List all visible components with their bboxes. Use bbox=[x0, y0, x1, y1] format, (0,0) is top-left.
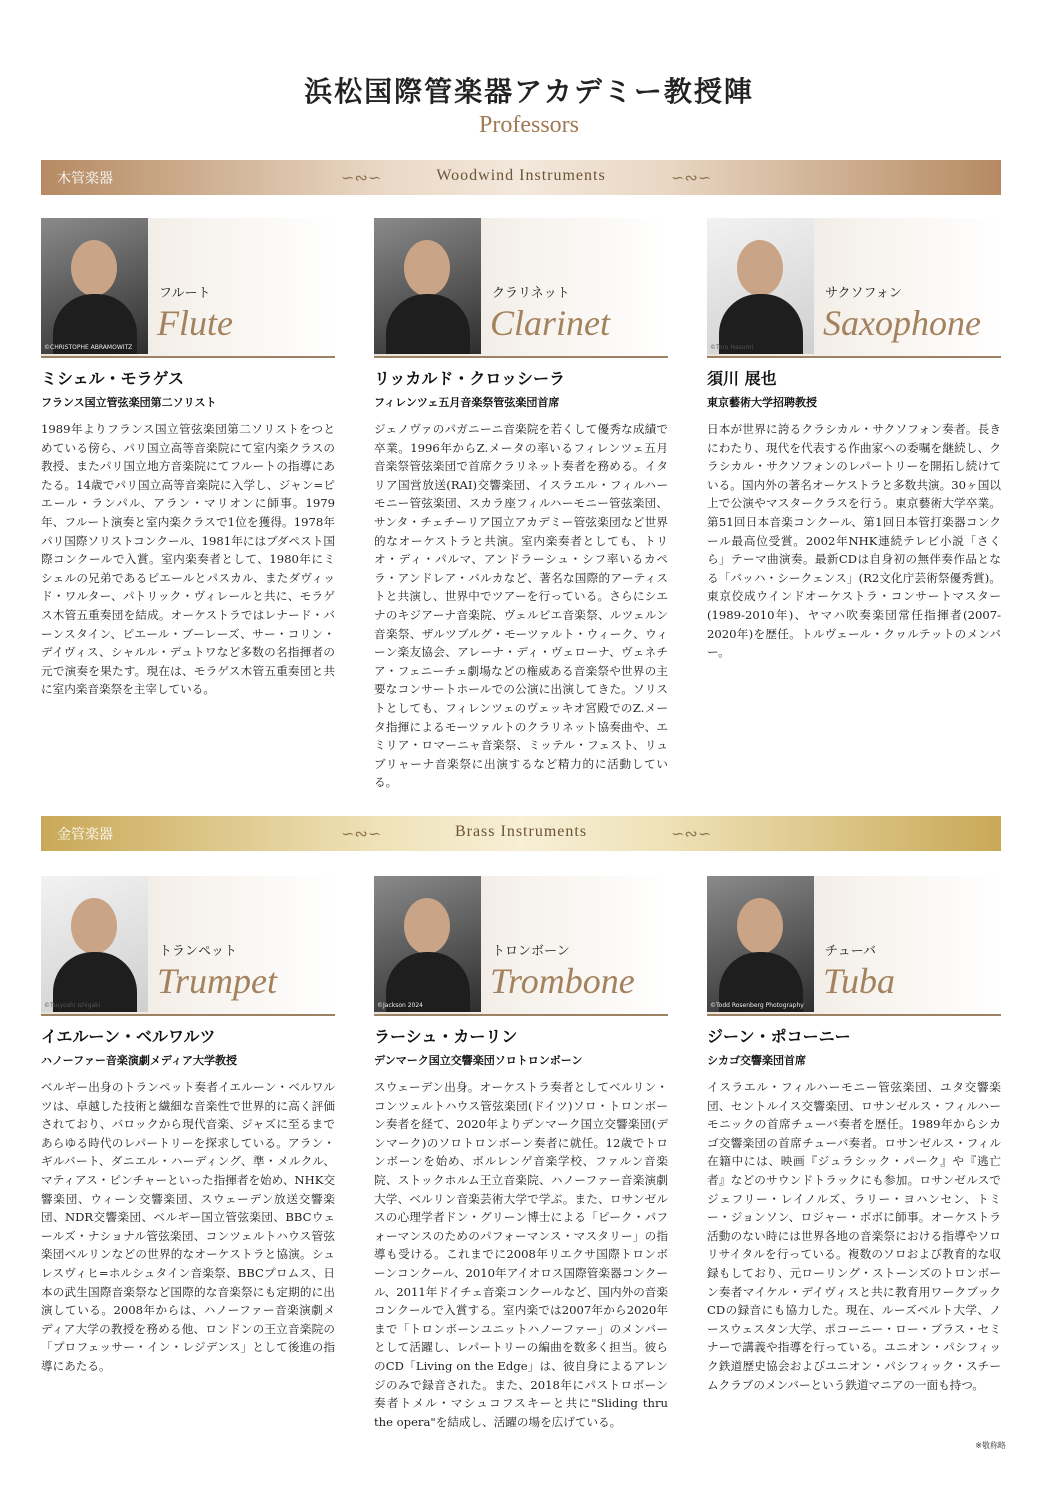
professor-card-clarinet bbox=[374, 218, 668, 790]
professor-role: シカゴ交響楽団首席 bbox=[707, 1054, 806, 1067]
professor-role: 東京藝術大学招聘教授 bbox=[707, 396, 817, 409]
photo-credit: ©Tsuyoshi Ishigaki bbox=[44, 1002, 101, 1009]
instrument-name-en: Trumpet bbox=[157, 961, 278, 1001]
page-subtitle: Professors bbox=[479, 112, 579, 138]
brass-label-jp: 金管楽器 bbox=[57, 827, 113, 843]
photo-credit: ©Todd Rosenberg Photography bbox=[710, 1002, 804, 1009]
portrait-photo bbox=[707, 876, 814, 1012]
professor-role: フィレンツェ五月音楽祭管弦楽団首席 bbox=[374, 396, 560, 409]
professor-role: ハノーファー音楽演劇メディア大学教授 bbox=[41, 1054, 238, 1067]
instrument-name-en: Trombone bbox=[490, 961, 635, 1001]
professor-bio: 日本が世界に誇るクラシカル・サクソフォン奏者。長きにわたり、現代を代表する作曲家への委嘱を継続し、クラシカル・サクソフォンのレパートリーを開拓し続けている。国内外の著名オーケストラと多数共演。30ヶ国以上で公演やマスタークラスを行う。東京藝術大学卒業。第51回日本音楽コンクール、第1回日本管打楽器コンクール最高位受賞。2002年NHK連続テレビ小説「さくら」テーマ曲演奏。最新CDは自身初の無伴奏作品となる「バッハ・シークェンス」(R2文化庁芸術祭優秀賞)。東京佼成ウインドオーケストラ・コンサートマスター(1989-2010年)、ヤマハ吹奏楽団常任指揮者(2007-2020年)を歴任。トルヴェール・クヮルテットのメンバー。 bbox=[707, 422, 1001, 660]
card-header bbox=[41, 218, 335, 358]
instrument-name-jp: チューバ bbox=[825, 944, 876, 959]
professor-card-saxophone bbox=[707, 218, 1001, 660]
professor-bio: スウェーデン出身。オーケストラ奏者としてベルリン・コンツェルトハウス管弦楽団(ドイツ)ソロ・トロンボーン奏者を経て、2020年よりデンマーク国立交響楽団(デンマーク)のソロトロンボーン奏者に就任。12歳でトロンボーンを始め、ボルレンゲ音楽学校、ファルン音楽院、ストックホルム王立音楽院、ハノーファー音楽演劇大学、ベルリン音楽芸術大学で学ぶ。また、ロサンゼルスの心理学者ドン・グリーン博士による「ピーク・パフォーマンスのためのパフォーマンス・マスタリー」の指導も受ける。これまでに2008年リエクサ国際トロンボーンコンクール、2010年アイオロス国際管楽器コンクール、2011年ドイチェ音楽コンクールなど、国内外の音楽コンクールで入賞する。室内楽では2007年から2020年まで「トロンボーンユニットハノーファー」のメンバーとして活躍し、レパートリーの編曲を数多く担当。彼らのCD「Living on the Edge」は、彼自身によるアレンジのみで録音された。また、2018年にパストロボーン奏者トメル・マシュコフスキーと共に"Sliding thru the opera"を結成し、活躍の場を広げている。 bbox=[374, 1080, 668, 1429]
instrument-name-en: Saxophone bbox=[823, 303, 981, 343]
card-header bbox=[41, 876, 335, 1016]
instrument-name-en: Flute bbox=[157, 303, 233, 343]
instrument-name-jp: フルート bbox=[159, 286, 211, 301]
card-header bbox=[707, 218, 1001, 358]
portrait-photo bbox=[41, 876, 148, 1012]
card-header bbox=[374, 876, 668, 1016]
instrument-name-jp: サクソフォン bbox=[825, 286, 902, 301]
professor-name: ラーシュ・カーリン bbox=[374, 1027, 518, 1046]
professor-name: イエルーン・ベルワルツ bbox=[41, 1027, 216, 1046]
instrument-name-jp: トロンボーン bbox=[492, 944, 570, 959]
ornament-left-icon: ∽∾∽ bbox=[341, 168, 382, 187]
portrait-photo bbox=[707, 218, 814, 354]
professor-role: デンマーク国立交響楽団ソロトロンボーン bbox=[374, 1054, 583, 1067]
woodwind-label-en: Woodwind Instruments bbox=[436, 167, 606, 184]
brass-label-en: Brass Instruments bbox=[454, 823, 588, 840]
professor-role: フランス国立管弦楽団第二ソリスト bbox=[41, 396, 217, 409]
woodwind-label-jp: 木管楽器 bbox=[57, 171, 113, 187]
instrument-name-en: Clarinet bbox=[490, 303, 611, 343]
footnote: ※敬称略 bbox=[975, 1441, 1006, 1450]
professor-card-tuba bbox=[707, 876, 1001, 1392]
professor-name: リッカルド・クロッシーラ bbox=[374, 369, 566, 388]
card-header bbox=[707, 876, 1001, 1016]
professor-card-flute bbox=[41, 218, 335, 697]
woodwind-section-band bbox=[41, 160, 1001, 195]
portrait-photo bbox=[374, 876, 481, 1012]
ornament-right-icon: ∽∾∽ bbox=[671, 824, 712, 843]
professor-bio: ベルギー出身のトランペット奏者イエルーン・ベルワルツは、卓越した技術と繊細な音楽性で世界的に高く評価されており、バロックから現代音楽、ジャズに至るまであらゆる時代のレパートリーを探求している。アラン・ギルバート、ダニエル・ハーディング、準・メルクル、マティアス・ピンチャーといった指揮者を始め、NHK交響楽団、ウィーン交響楽団、スウェーデン放送交響楽団、NDR交響楽団、ベルギー国立管弦楽団、BBCウェールズ・ナショナル管弦楽団、コンツェルトハウス管弦楽団ベルリンなどの世界的なオーケストラと協演。シュレスヴィヒ=ホルシュタイン音楽祭、BBCプロムス、日本の武生国際音楽祭など国際的な音楽祭にも定期的に出演している。2008年からは、ハノーファー音楽演劇メディア大学の教授を務める他、ロンドンの王立音楽院の「プロフェッサー・イン・レジデンス」として後進の指導にあたる。 bbox=[41, 1080, 335, 1373]
card-header bbox=[374, 218, 668, 358]
ornament-right-icon: ∽∾∽ bbox=[671, 168, 712, 187]
professor-card-trumpet bbox=[41, 876, 335, 1373]
photo-credit: ©Toru Hasumi bbox=[710, 344, 754, 351]
professor-bio: ジェノヴァのパガニーニ音楽院を若くして優秀な成績で卒業。1996年からZ.メータの率いるフィレンツェ五月音楽祭管弦楽団で首席クラリネット奏者を務める。イタリア国営放送(RAI)交響楽団、イスラエル・フィルハーモニー管弦楽団、スカラ座フィルハーモニー管弦楽団、サンタ・チェチーリア国立アカデミー管弦楽団など世界的なオーケストラと共演。室内楽奏者としても、トリオ・ディ・パルマ、アンドラーシュ・シフ率いるカペラ・アンドレア・バルカなど、著名な国際的アーティストと共演し、世界中でツアーを行っている。さらにシエナのキジアーナ音楽院、ヴェルビエ音楽祭、ルツェルン音楽祭、ザルツブルグ・モーツァルト・ウィーク、ウィーン楽友協会、アレーナ・ディ・ヴェローナ、ヴェネチア・フェニーチェ劇場などの権威ある音楽祭や世界の主要なコンサートホールでの公演に出演してきた。ソリストとしても、フィレンツェのヴェッキオ宮殿でのZ.メータ指揮によるモーツァルトのクラリネット協奏曲や、エミリア・ロマーニャ音楽祭、ミッテル・フェスト、リュブリャーナ音楽祭に出演するなど精力的に活動している。 bbox=[374, 422, 668, 790]
photo-credit: ©CHRISTOPHE ABRAMOWITZ bbox=[44, 344, 133, 351]
page-title: 浜松国際管楽器アカデミー教授陣 bbox=[304, 75, 754, 108]
professor-name: ミシェル・モラゲス bbox=[41, 369, 185, 388]
brass-section-band bbox=[41, 816, 1001, 851]
portrait-photo bbox=[374, 218, 481, 354]
instrument-name-en: Tuba bbox=[823, 961, 896, 1001]
instrument-name-jp: クラリネット bbox=[492, 286, 570, 301]
professor-card-trombone bbox=[374, 876, 668, 1429]
professor-bio: 1989年よりフランス国立管弦楽団第二ソリストをつとめている傍ら、パリ国立高等音楽院にて室内楽クラスの教授、またパリ国立地方音楽院にてフルートの指導にあたる。14歳でパリ国立高等音楽院に入学し、ジャン=ピエール・ランパル、アラン・マリオンに師事。1979年、フルート演奏と室内楽クラスで1位を獲得。1978年パリ国際ソリストコンクール、1981年にはブダペスト国際コンクールで入賞。室内楽奏者として、1980年にミシェルの兄弟であるピエールとパスカル、またダヴィッド・ワルター、パトリック・ヴィレールと共に、モラゲス木管五重奏団を結成。オーケストラではレナード・バーンスタイン、ピエール・ブーレーズ、サー・コリン・デイヴィス、シャルル・デュトワなど多数の名指揮者の元で演奏を果たす。現在は、モラゲス木管五重奏団と共に室内楽音楽祭を主宰している。 bbox=[41, 422, 335, 697]
professor-name: ジーン・ポコーニー bbox=[707, 1027, 851, 1046]
ornament-left-icon: ∽∾∽ bbox=[341, 824, 382, 843]
professor-bio: イスラエル・フィルハーモニー管弦楽団、ユタ交響楽団、セントルイス交響楽団、ロサンゼルス・フィルハーモニックの首席チューバ奏者を歴任。1989年からシカゴ交響楽団の首席チューバ奏者。ロサンゼルス・フィル在籍中には、映画『ジュラシック・パーク』や『逃亡者』などのサウンドトラックにも参加。ロサンゼルスでジェフリー・レイノルズ、ラリー・ヨハンセン、トミー・ジョンソン、ロジャー・ボボに師事。オーケストラ活動のない時には世界各地の音楽祭における指導やソロリサイタルを行っている。複数のソロおよび教育的な収録もしており、元ローリング・ストーンズのトロンボーン奏者マイケル・デイヴィスと共に教育用ワークブックCDの録音にも協力した。現在、ルーズベルト大学、ノースウェスタン大学、ポコーニー・ロー・ブラス・セミナーで講義や指導を行っている。ユニオン・パシフィック鉄道歴史協会およびユニオン・パシフィック・スチームクラブのメンバーという鉄道マニアの一面も持つ。 bbox=[707, 1080, 1001, 1392]
professor-name: 須川 展也 bbox=[707, 369, 777, 388]
photo-credit: ©Jackson 2024 bbox=[377, 1002, 423, 1009]
portrait-photo bbox=[41, 218, 148, 354]
instrument-name-jp: トランペット bbox=[159, 944, 238, 959]
